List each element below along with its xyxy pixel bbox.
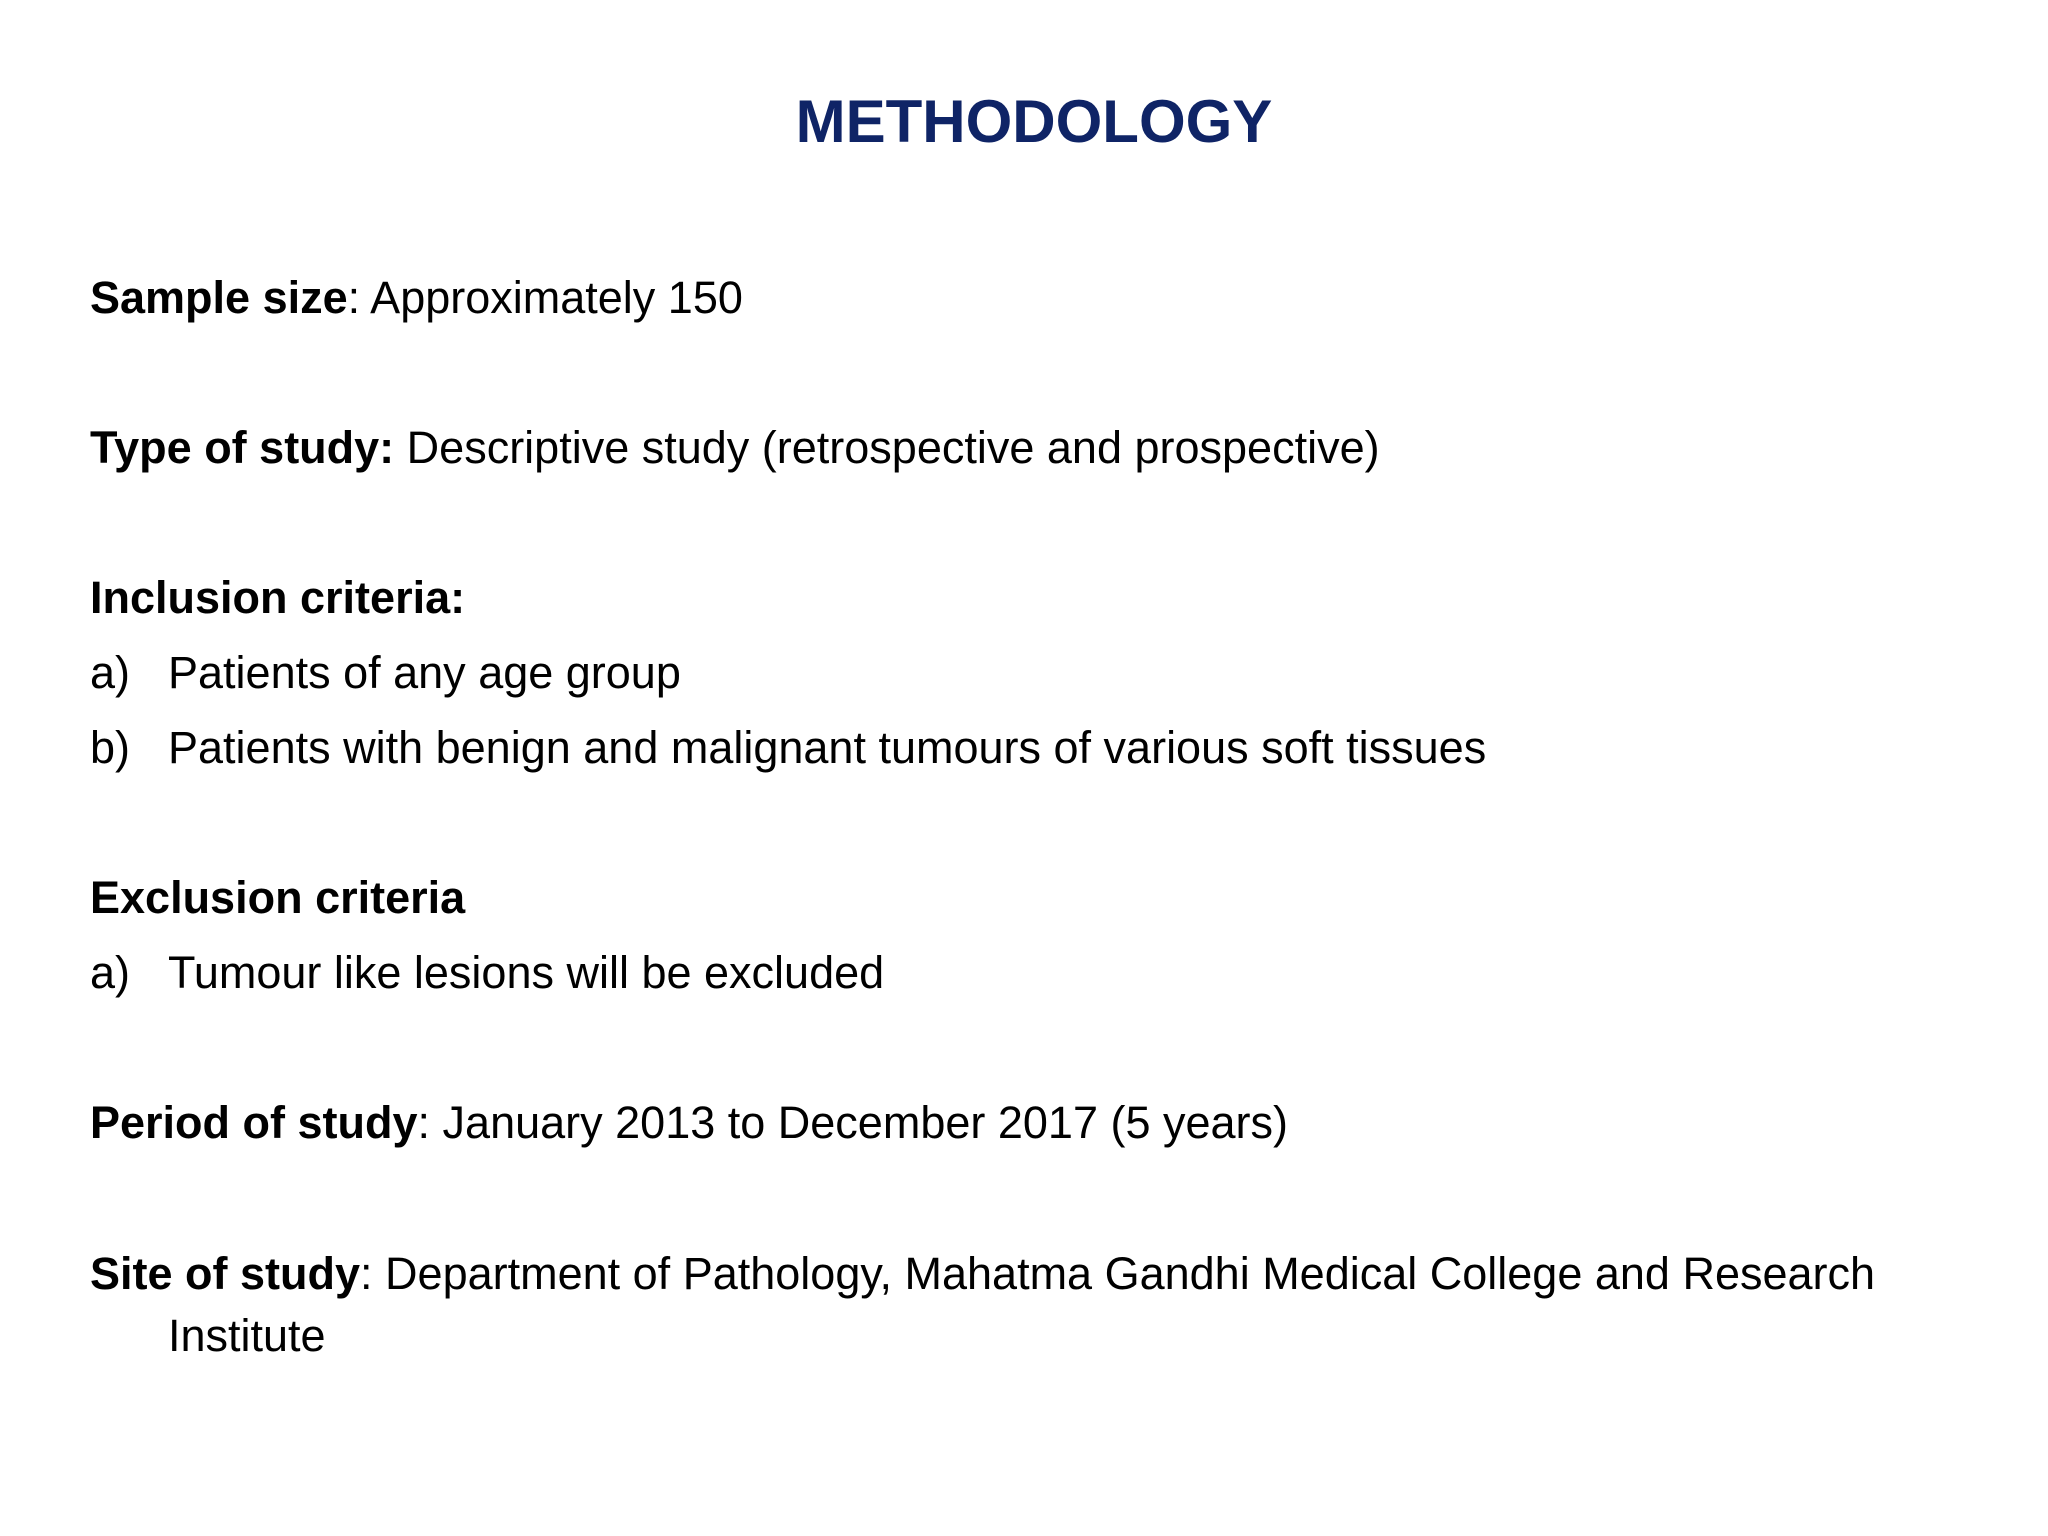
inclusion-criteria-heading: Inclusion criteria: <box>90 572 466 623</box>
list-marker: a) <box>90 947 131 998</box>
sample-size-label: Sample size <box>90 272 348 323</box>
page-title: METHODOLOGY <box>795 88 1273 155</box>
exclusion-criteria-heading: Exclusion criteria <box>90 872 466 923</box>
list-marker: b) <box>90 722 131 773</box>
list-item-text: Patients with benign and malignant tumours of various soft tissues <box>168 722 1487 773</box>
exclusion-item <box>90 943 884 1003</box>
inclusion-item <box>90 718 1486 778</box>
period-of-study-label: Period of study <box>90 1097 418 1148</box>
list-item-text: Tumour like lesions will be excluded <box>168 947 885 998</box>
list-marker: a) <box>90 647 131 698</box>
list-item-text: Patients of any age group <box>168 647 681 698</box>
sample-size-row <box>90 268 743 328</box>
site-of-study-row <box>90 1243 1990 1367</box>
period-of-study-row <box>90 1093 1288 1153</box>
sample-size-value: Approximately 150 <box>360 272 743 323</box>
site-of-study-separator: : <box>360 1248 373 1299</box>
period-of-study-separator: : <box>417 1097 431 1148</box>
type-of-study-value: Descriptive study (retrospective and prospective) <box>394 422 1380 473</box>
inclusion-item <box>90 643 681 703</box>
site-of-study-value-continued: Institute <box>168 1310 326 1361</box>
type-of-study-label: Type of study: <box>90 422 395 473</box>
site-of-study-value: Department of Pathology, Mahatma Gandhi Medical College and Research <box>372 1248 1876 1299</box>
site-of-study-label: Site of study <box>90 1248 361 1299</box>
type-of-study-row <box>90 418 1380 478</box>
sample-size-separator: : <box>347 272 361 323</box>
period-of-study-value: January 2013 to December 2017 (5 years) <box>430 1097 1289 1148</box>
